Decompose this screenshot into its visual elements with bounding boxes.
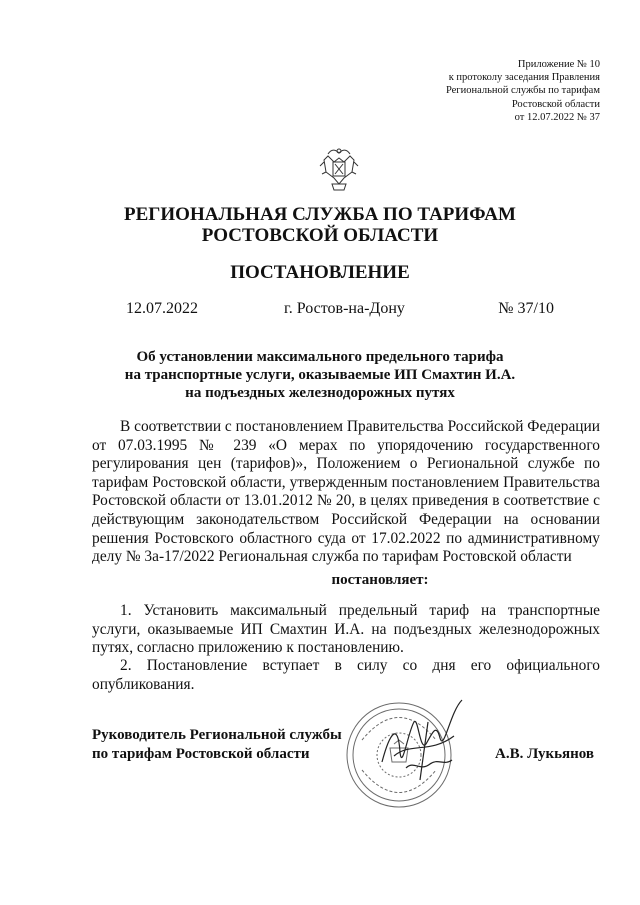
appendix-line: от 12.07.2022 № 37 <box>514 111 600 123</box>
preamble-paragraph: В соответствии с постановлением Правительства Российской Федерации от 07.03.1995 № 239 «О мерах по упорядочению государственного регулирования цен (тарифов)», Положением о Региональной службе по тарифам Ростовской области, утвержденным постановлением Правительства Ростовской области от 13.01.2012 № 20, в целях приведения в соответствие с действующим законодательством Российской Федерации на основании решения Ростовского областного суда от 17.02.2022 по административному делу № 3а-17/2022 Региональная служба по тарифам Ростовской области <box>92 418 600 566</box>
document-subject <box>0 348 640 402</box>
org-line: РОСТОВСКОЙ ОБЛАСТИ <box>201 225 439 246</box>
resolves-heading: постановляет: <box>331 572 429 588</box>
appendix-line: Ростовской области <box>511 98 600 110</box>
coat-of-arms-icon <box>314 144 364 194</box>
subject-line: на подъездных железнодорожных путях <box>185 385 455 401</box>
signatory-name: А.В. Лукьянов <box>495 746 594 762</box>
appendix-line: Региональной службы по тарифам <box>445 85 600 97</box>
signatory-title <box>92 726 342 764</box>
appendix-line: к протоколу заседания Правления <box>448 72 600 84</box>
document-type: ПОСТАНОВЛЕНИЕ <box>230 262 410 283</box>
document-city: г. Ростов-на-Дону <box>284 300 405 317</box>
handwritten-signature <box>370 692 480 792</box>
document-date: 12.07.2022 <box>126 300 198 317</box>
subject-line: на транспортные услуги, оказываемые ИП Смахтин И.А. <box>124 367 516 383</box>
appendix-line: Приложение № 10 <box>517 59 600 70</box>
subject-line: Об установлении максимального предельного тарифа <box>136 349 504 365</box>
decision-item-1: 1. Установить максимальный предельный тариф на транспортные услуги, оказываемые ИП Смахтин И.А. на подъездных железнодорожных путях, согласно приложению к постановлению. <box>92 602 600 657</box>
document-number: № 37/10 <box>498 300 554 317</box>
organization-name <box>0 204 640 246</box>
decision-item-2: 2. Постановление вступает в силу со дня его официального опубликования. <box>92 657 600 693</box>
signatory-title-line: Руководитель Региональной службы <box>92 727 342 743</box>
org-line: РЕГИОНАЛЬНАЯ СЛУЖБА ПО ТАРИФАМ <box>124 204 516 225</box>
appendix-note <box>360 58 600 124</box>
signatory-title-line: по тарифам Ростовской области <box>92 746 310 762</box>
